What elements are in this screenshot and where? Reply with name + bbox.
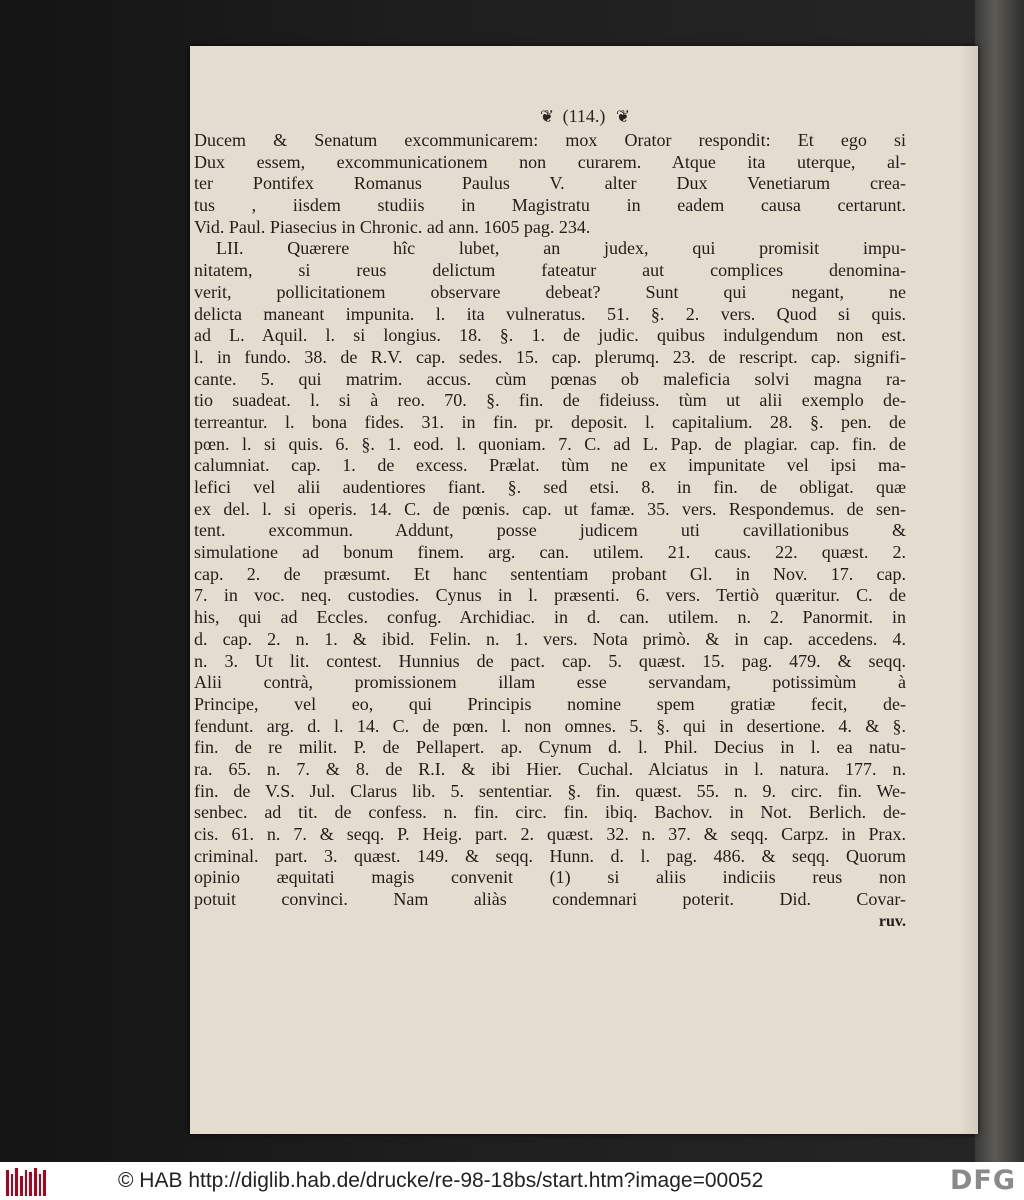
text-line: 7. in voc. neq. custodies. Cynus in l. præsenti. 6. vers. Tertiò quæritur. C. de — [194, 585, 906, 606]
text-line: Principe, vel eo, qui Principis nomine spem gratiæ fecit, de- — [194, 693, 906, 714]
text-line: calumniat. cap. 1. de excess. Prælat. tùm ne ex impunitate vel ipsi ma- — [194, 455, 906, 476]
text-line: opinio æquitati magis convenit (1) si aliis indiciis reus non — [194, 867, 906, 888]
footer-credit[interactable]: © HAB http://diglib.hab.de/drucke/re-98-18bs/start.htm?image=00052 — [118, 1169, 764, 1192]
text-line: n. 3. Ut lit. contest. Hunnius de pact. cap. 5. quæst. 15. pag. 479. & seqq. — [194, 650, 906, 671]
catchword: ruv. — [878, 912, 906, 930]
text-line: lefici vel alii audentiores fiant. §. sed etsi. 8. in fin. de obligat. quæ — [194, 477, 906, 497]
page-text — [194, 130, 906, 932]
text-line: pœn. l. si quis. 6. §. 1. eod. l. quoniam. 7. C. ad L. Pap. de plagiar. cap. fin. de — [194, 433, 906, 454]
text-line: Dux essem, excommunicationem non curarem. Atque ita uterque, al- — [194, 151, 906, 172]
text-line: Alii contrà, promissionem illam esse servandam, potissimùm à — [194, 672, 906, 693]
ornament-right-icon: ❦ — [615, 107, 629, 126]
footer-bar — [0, 1162, 1024, 1200]
text-line: potuit convinci. Nam aliàs condemnari poterit. Did. Covar- — [194, 889, 906, 910]
text-line: d. cap. 2. n. 1. & ibid. Felin. n. 1. vers. Nota primò. & in cap. accedens. 4. — [194, 628, 906, 649]
text-line: nitatem, si reus delictum fateatur aut complices denomina- — [194, 260, 906, 281]
text-line: terreantur. l. bona fides. 31. in fin. pr. deposit. l. capitalium. 28. §. pen. de — [194, 411, 906, 432]
next-page-edge — [975, 0, 1024, 1162]
text-line: tent. excommun. Addunt, posse judicem uti cavillationibus & — [194, 520, 906, 541]
text-line: tio suadeat. l. si à reo. 70. §. fin. de fideiuss. tùm ut alii exemplo de- — [194, 390, 906, 411]
hab-logo-icon — [6, 1166, 46, 1196]
text-line: cante. 5. qui matrim. accus. cùm pœnas ob maleficia solvi magna ra- — [194, 368, 906, 389]
text-line: Vid. Paul. Piasecius in Chronic. ad ann. 1605 pag. 234. — [194, 216, 591, 237]
page-header — [190, 106, 978, 127]
text-line: ad L. Aquil. l. si longius. 18. §. 1. de judic. quibus indulgendum non est. — [194, 325, 906, 346]
text-line: fin. de re milit. P. de Pellapert. ap. Cynum d. l. Phil. Decius in l. ea natu- — [194, 737, 906, 758]
text-line: simulatione ad bonum finem. arg. can. utilem. 21. caus. 22. quæst. 2. — [194, 542, 906, 563]
text-line: fin. de V.S. Jul. Clarus lib. 5. sententiar. §. fin. quæst. 55. n. 9. circ. fin. We- — [194, 780, 906, 801]
text-line: cis. 61. n. 7. & seqq. P. Heig. part. 2. quæst. 32. n. 37. & seqq. Carpz. in Prax. — [194, 824, 906, 844]
text-line: his, qui ad Eccles. confug. Archidiac. in d. can. utilem. n. 2. Panormit. in — [194, 607, 906, 628]
ornament-left-icon: ❦ — [539, 107, 553, 126]
text-line: verit, pollicitationem observare debeat? Sunt qui negant, ne — [194, 281, 906, 302]
text-line: fendunt. arg. d. l. 14. C. de pœn. l. non omnes. 5. §. qui in desertione. 4. & §. — [194, 715, 906, 736]
text-line: Ducem & Senatum excommunicarem: mox Orator respondit: Et ego si — [194, 130, 906, 150]
text-line: criminal. part. 3. quæst. 149. & seqq. Hunn. d. l. pag. 486. & seqq. Quorum — [194, 845, 906, 866]
page-number: (114.) — [562, 106, 606, 126]
text-line: delicta maneant impunita. l. ita vulneratus. 51. §. 2. vers. Quod si quis. — [194, 303, 906, 324]
text-line: ex del. l. si operis. 14. C. de pœnis. cap. ut famæ. 35. vers. Respondemus. de sen- — [194, 498, 906, 519]
text-line: tus , iisdem studiis in Magistratu in eadem causa certarunt. — [194, 195, 906, 216]
text-line: ra. 65. n. 7. & 8. de R.I. & ibi Hier. Cuchal. Alciatus in l. natura. 177. n. — [194, 758, 906, 779]
text-line: ter Pontifex Romanus Paulus V. alter Dux Venetiarum crea- — [194, 173, 906, 194]
text-line: senbec. ad tit. de confess. n. fin. circ. fin. ibiq. Bachov. in Not. Berlich. de- — [194, 802, 906, 823]
text-line: cap. 2. de præsumt. Et hanc sententiam probant Gl. in Nov. 17. cap. — [194, 563, 906, 584]
dfg-logo: DFG — [949, 1165, 1016, 1196]
text-line: l. in fundo. 38. de R.V. cap. sedes. 15. cap. plerumq. 23. de rescript. cap. signifi- — [194, 346, 906, 367]
text-line: LII. Quærere hîc lubet, an judex, qui promisit impu- — [216, 238, 906, 259]
